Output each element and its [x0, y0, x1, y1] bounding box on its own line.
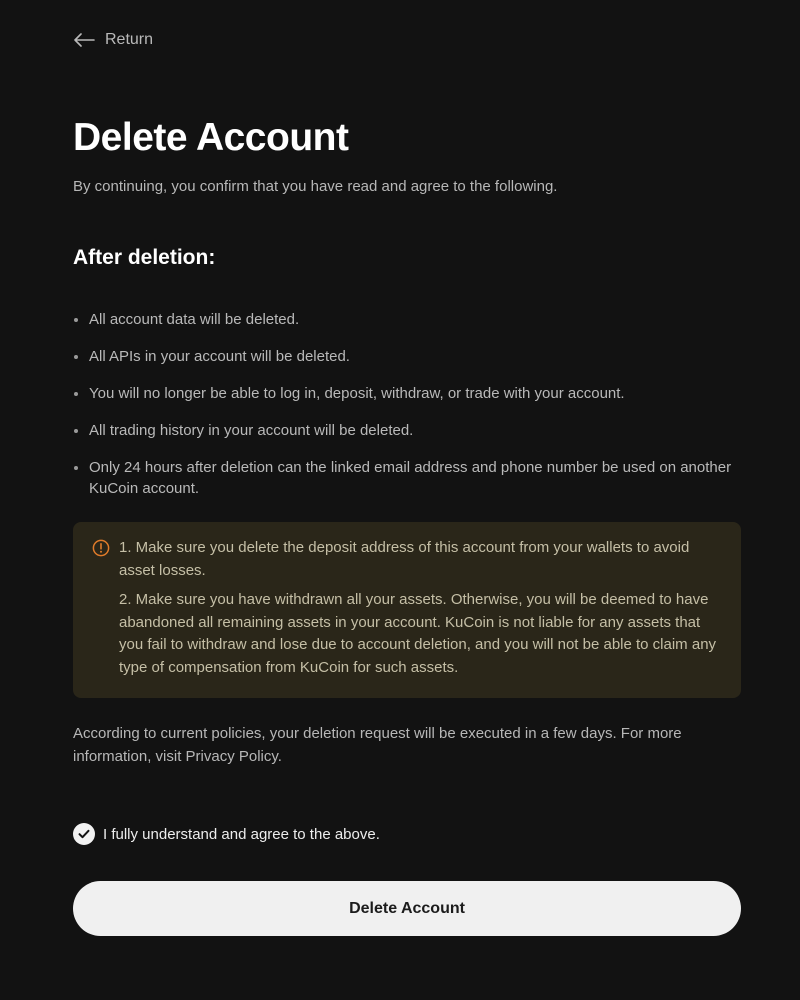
return-label: Return: [105, 31, 154, 48]
list-item: All trading history in your account will be deleted.: [73, 420, 741, 441]
warning-box: [73, 522, 741, 698]
warning-circle-icon: [92, 539, 110, 562]
warning-point: 2. Make sure you have withdrawn all your assets. Otherwise, you will be deemed to have abandoned all remaining assets in your account. KuCoin is not liable for any assets that you fail to withdraw and lose due to account deletion, and you will not be able to claim any type of compensation from KuCoin for such assets.: [119, 591, 717, 676]
warning-point: 1. Make sure you delete the deposit address of this account from your wallets to avoid asset losses.: [119, 539, 690, 579]
delete-account-button[interactable]: Delete Account: [73, 881, 741, 936]
policy-text: According to current policies, your deletion request will be executed in a few days. For more information, visit Privacy Policy.: [73, 725, 682, 765]
after-deletion-list: [73, 309, 741, 515]
arrow-left-icon: [73, 33, 95, 47]
agreement-checkbox-row[interactable]: [73, 823, 380, 845]
list-item: You will no longer be able to log in, deposit, withdraw, or trade with your account.: [73, 383, 741, 404]
checkmark-icon[interactable]: [73, 823, 95, 845]
after-deletion-heading: After deletion:: [73, 246, 216, 269]
list-item: All account data will be deleted.: [73, 309, 741, 330]
list-item: Only 24 hours after deletion can the linked email address and phone number be used on another KuCoin account.: [73, 457, 741, 499]
intro-text: By continuing, you confirm that you have read and agree to the following.: [73, 178, 558, 195]
return-link[interactable]: [73, 31, 153, 49]
page-title: Delete Account: [73, 116, 349, 159]
agreement-label: I fully understand and agree to the above.: [103, 825, 380, 843]
list-item: All APIs in your account will be deleted.: [73, 346, 741, 367]
